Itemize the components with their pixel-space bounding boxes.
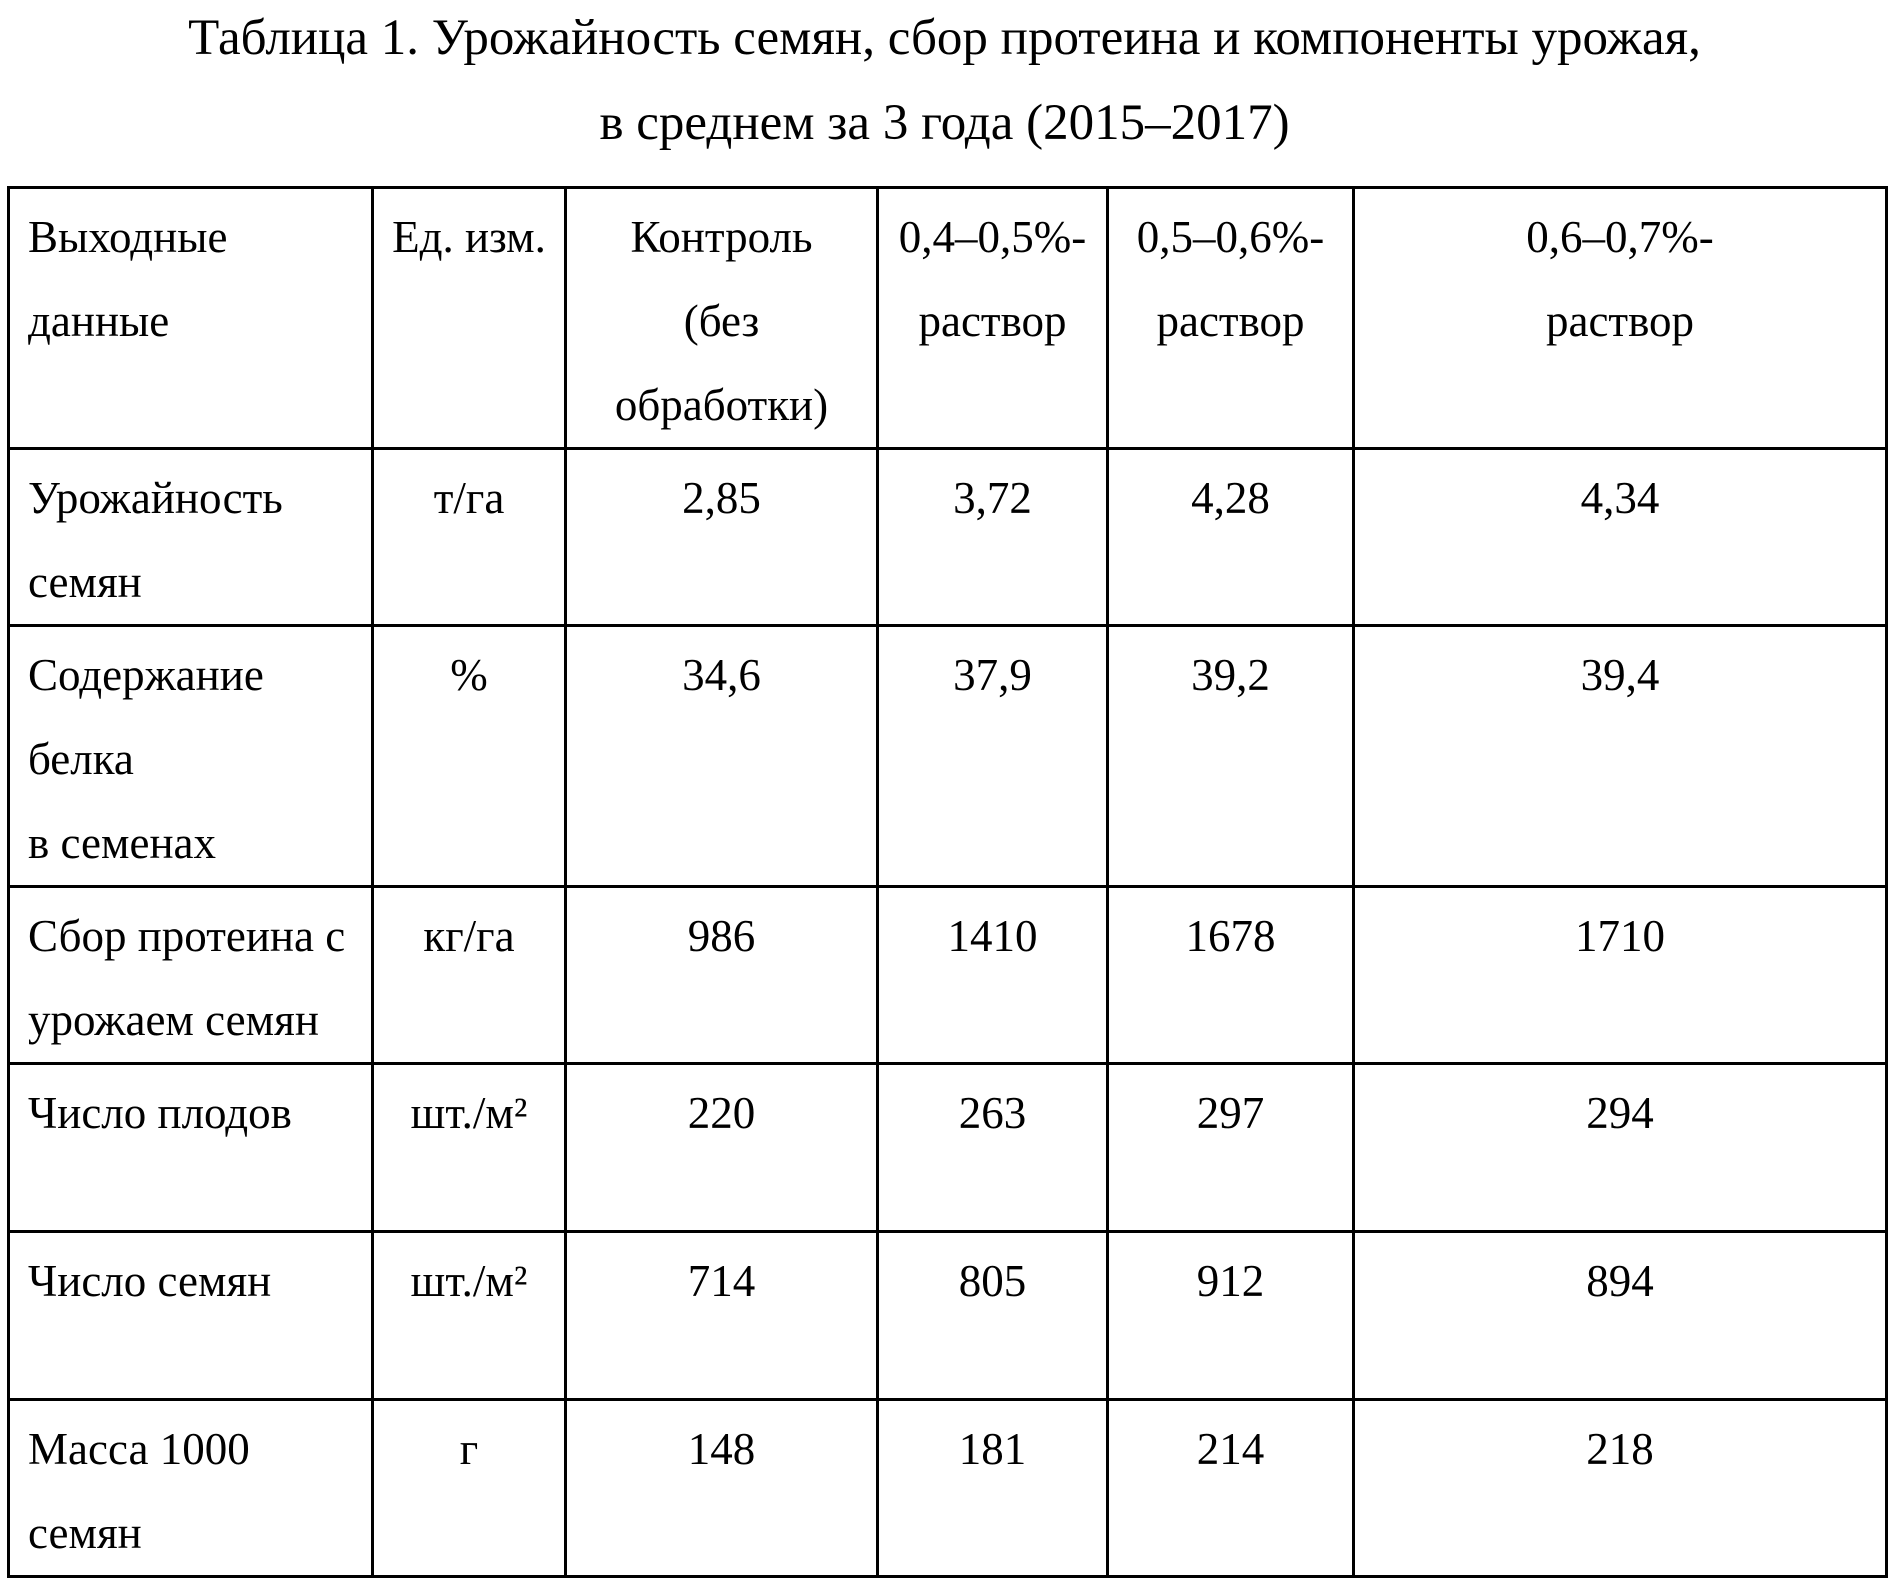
- row-name-cell: [9, 449, 373, 626]
- value-cell: [566, 887, 878, 1064]
- row-unit: шт./м²: [410, 1256, 528, 1306]
- cell-value: 39,4: [1580, 650, 1660, 700]
- header-label: 0,6–0,7%-: [1526, 212, 1714, 262]
- cell-value: 181: [958, 1424, 1027, 1474]
- row-name-cell: [9, 1232, 373, 1400]
- table-title-line-1: Таблица 1. Урожайность семян, сбор протеина и компоненты урожая,: [188, 10, 1701, 66]
- table-row: [9, 887, 1887, 1064]
- table-row: [9, 1400, 1887, 1577]
- header-cell-unit: [373, 188, 566, 449]
- row-unit: кг/га: [423, 911, 515, 961]
- value-cell: [1108, 626, 1354, 887]
- value-cell: [1354, 887, 1887, 1064]
- row-unit-cell: [373, 887, 566, 1064]
- row-name: Сбор протеина с: [28, 911, 346, 961]
- cell-value: 220: [687, 1088, 756, 1138]
- row-name-cell: [9, 887, 373, 1064]
- value-cell: [878, 1064, 1108, 1232]
- cell-value: 263: [958, 1088, 1027, 1138]
- cell-value: 39,2: [1191, 650, 1270, 700]
- row-name: Число семян: [28, 1256, 272, 1306]
- value-cell: [1108, 1232, 1354, 1400]
- table-row: [9, 626, 1887, 887]
- row-unit-cell: [373, 449, 566, 626]
- cell-value: 37,9: [953, 650, 1032, 700]
- cell-value: 148: [687, 1424, 756, 1474]
- table-title-line-2: в среднем за 3 года (2015–2017): [599, 95, 1290, 151]
- value-cell: [566, 1064, 878, 1232]
- header-label: Контроль: [630, 212, 813, 262]
- table-row: [9, 1064, 1887, 1232]
- row-unit: т/га: [433, 473, 505, 523]
- cell-value: 894: [1586, 1256, 1654, 1306]
- cell-value: 1410: [947, 911, 1038, 961]
- value-cell: [566, 1232, 878, 1400]
- value-cell: [1108, 1400, 1354, 1577]
- value-cell: [1108, 1064, 1354, 1232]
- row-name: в семенах: [28, 818, 216, 868]
- row-unit: шт./м²: [410, 1088, 528, 1138]
- header-label: (без обработки): [614, 296, 829, 430]
- cell-value: 4,28: [1191, 473, 1270, 523]
- header-label: раствор: [918, 296, 1067, 346]
- row-name: Число плодов: [28, 1088, 292, 1138]
- results-table-body: [9, 188, 1887, 1577]
- cell-value: 294: [1586, 1088, 1654, 1138]
- value-cell: [878, 1232, 1108, 1400]
- cell-value: 714: [687, 1256, 756, 1306]
- header-label: Ед. изм.: [392, 212, 546, 262]
- header-label: 0,5–0,6%-: [1136, 212, 1325, 262]
- table-row: [9, 1232, 1887, 1400]
- header-cell-solution-3: [1354, 188, 1887, 449]
- row-name: семян: [28, 557, 142, 607]
- header-label: раствор: [1156, 296, 1305, 346]
- value-cell: [1108, 449, 1354, 626]
- cell-value: 912: [1196, 1256, 1265, 1306]
- row-name: Содержание белка: [28, 650, 264, 784]
- cell-value: 986: [687, 911, 756, 961]
- header-row: [9, 188, 1887, 449]
- row-unit: %: [450, 650, 488, 700]
- cell-value: 1710: [1575, 911, 1665, 961]
- cell-value: 3,72: [953, 473, 1032, 523]
- value-cell: [878, 1400, 1108, 1577]
- header-cell-solution-1: [878, 188, 1108, 449]
- row-name: Урожайность: [28, 473, 283, 523]
- row-name-cell: [9, 1064, 373, 1232]
- value-cell: [566, 1400, 878, 1577]
- cell-value: 805: [958, 1256, 1027, 1306]
- value-cell: [878, 887, 1108, 1064]
- value-cell: [878, 626, 1108, 887]
- cell-value: 297: [1196, 1088, 1265, 1138]
- table-row: [9, 449, 1887, 626]
- header-label: 0,4–0,5%-: [898, 212, 1087, 262]
- results-table: [7, 186, 1888, 1578]
- cell-value: 4,34: [1580, 473, 1660, 523]
- row-unit: г: [459, 1424, 479, 1474]
- header-label: Выходные данные: [28, 212, 228, 346]
- header-label: раствор: [1545, 296, 1695, 346]
- row-unit-cell: [373, 1400, 566, 1577]
- row-name-cell: [9, 626, 373, 887]
- value-cell: [1354, 1400, 1887, 1577]
- value-cell: [878, 449, 1108, 626]
- value-cell: [566, 626, 878, 887]
- cell-value: 34,6: [682, 650, 761, 700]
- cell-value: 218: [1586, 1424, 1654, 1474]
- header-cell-output: [9, 188, 373, 449]
- header-cell-control: [566, 188, 878, 449]
- row-unit-cell: [373, 1232, 566, 1400]
- value-cell: [566, 449, 878, 626]
- header-cell-solution-2: [1108, 188, 1354, 449]
- cell-value: 2,85: [682, 473, 761, 523]
- row-name-cell: [9, 1400, 373, 1577]
- row-unit-cell: [373, 1064, 566, 1232]
- value-cell: [1354, 1064, 1887, 1232]
- cell-value: 214: [1196, 1424, 1265, 1474]
- row-unit-cell: [373, 626, 566, 887]
- value-cell: [1354, 1232, 1887, 1400]
- row-name: урожаем семян: [28, 995, 319, 1045]
- value-cell: [1354, 449, 1887, 626]
- cell-value: 1678: [1185, 911, 1276, 961]
- value-cell: [1354, 626, 1887, 887]
- value-cell: [1108, 887, 1354, 1064]
- row-name: Масса 1000 семян: [28, 1424, 250, 1558]
